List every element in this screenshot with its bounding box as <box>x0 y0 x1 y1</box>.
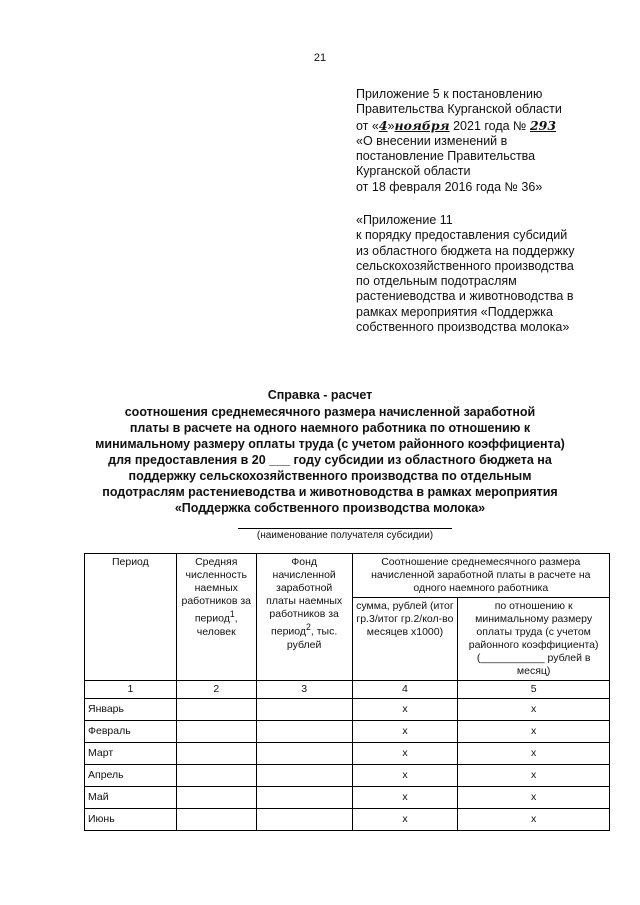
subtitle-line: платы в расчете на одного наемного работника по отношению к <box>129 421 531 435</box>
sum-cell: x <box>352 699 458 721</box>
workers-cell <box>176 809 256 831</box>
sum-cell: x <box>352 765 458 787</box>
header-period: Период <box>85 554 177 681</box>
recipient-name-line <box>238 528 452 529</box>
header-min-wage-ratio: по отношению к минимальному размеру оплаты труда (с учетом районного коэффициента) (___________ рублей в месяц) <box>458 598 610 681</box>
subtitle-line: соотношения среднемесячного размера начисленной заработной <box>124 405 536 419</box>
fund-cell <box>256 787 352 809</box>
appendix-line: «О внесении изменений в <box>356 133 508 148</box>
appendix11-line: к порядку предоставления субсидий <box>356 228 568 243</box>
table-row <box>85 699 610 721</box>
workers-cell <box>176 743 256 765</box>
subtitle-line: для предоставления в 20 ___ году субсидии из областного бюджета на <box>108 453 552 467</box>
date-year: 2021 года № <box>453 118 527 133</box>
ratio-cell: x <box>458 765 610 787</box>
appendix-line: от 18 февраля 2016 года № 36» <box>356 179 543 194</box>
fund-cell <box>256 743 352 765</box>
appendix11-line: сельскохозяйственного производства <box>356 258 574 273</box>
subtitle-line: минимальному размеру оплаты труда (с учетом районного коэффициента) <box>95 437 565 451</box>
sum-cell: x <box>352 721 458 743</box>
column-number: 3 <box>256 681 352 699</box>
table-row <box>85 743 610 765</box>
appendix11-line: растениеводства и животноводства в <box>356 289 574 304</box>
header-avg-workers-tail: , человек <box>196 612 238 638</box>
workers-cell <box>176 765 256 787</box>
appendix11-line: по отдельным подотраслям <box>356 274 517 289</box>
month-cell: Февраль <box>85 721 177 743</box>
month-cell: Январь <box>85 699 177 721</box>
table-row <box>85 721 610 743</box>
fund-cell <box>256 699 352 721</box>
appendix-header <box>356 87 626 195</box>
fund-cell <box>256 809 352 831</box>
ratio-cell: x <box>458 743 610 765</box>
recipient-caption: (наименование получателя субсидии) <box>256 530 434 541</box>
appendix11-line: из областного бюджета на поддержку <box>356 243 575 258</box>
column-number-row <box>85 681 610 699</box>
month-cell: Апрель <box>85 765 177 787</box>
handwritten-day: 4 <box>378 117 388 133</box>
header-avg-workers-text: Средняя численность наемных работников за период <box>181 556 251 625</box>
fund-cell <box>256 721 352 743</box>
month-cell: Май <box>85 787 177 809</box>
document-subtitle <box>60 404 600 516</box>
table-row <box>85 809 610 831</box>
table-row <box>85 765 610 787</box>
table-row <box>85 787 610 809</box>
header-sum: сумма, рублей (итог гр.3/итог гр.2/кол-во месяцев х1000) <box>352 598 458 681</box>
sum-cell: x <box>352 787 458 809</box>
workers-cell <box>176 787 256 809</box>
sum-cell: x <box>352 743 458 765</box>
workers-cell <box>176 721 256 743</box>
header-wage-fund-text: Фонд начисленной заработной платы наемных работников за период <box>266 556 343 638</box>
ratio-cell: x <box>458 787 610 809</box>
appendix11-line: «Приложение 11 <box>356 213 453 227</box>
appendix11-line: рамках мероприятия «Поддержка <box>356 304 553 319</box>
subtitle-line: подотраслям растениеводства и животноводства в рамках мероприятия <box>102 485 558 499</box>
appendix-line: Приложение 5 к постановлению <box>356 87 543 101</box>
handwritten-month: ноября <box>394 117 450 133</box>
column-number: 5 <box>458 681 610 699</box>
ratio-cell: x <box>458 699 610 721</box>
page-number: 21 <box>313 52 327 64</box>
handwritten-number: 293 <box>529 117 557 133</box>
calculation-table <box>84 553 610 831</box>
month-cell: Март <box>85 743 177 765</box>
sum-cell: x <box>352 809 458 831</box>
column-number: 2 <box>176 681 256 699</box>
ratio-cell: x <box>458 809 610 831</box>
column-number: 1 <box>85 681 177 699</box>
header-wage-fund-tail: , тыс. рублей <box>286 625 338 651</box>
header-wage-fund <box>256 554 352 681</box>
date-mid: » <box>387 118 395 133</box>
appendix-line: Правительства Курганской области <box>356 102 562 117</box>
appendix-line: постановление Правительства <box>356 149 536 164</box>
workers-cell <box>176 699 256 721</box>
footnote-2: 2 <box>306 622 311 632</box>
appendix-line: Курганской области <box>356 164 471 179</box>
subtitle-line: поддержку сельскохозяйственного производства по отдельным <box>128 469 532 483</box>
table-header-row <box>85 554 610 598</box>
document-title: Справка - расчет <box>267 388 373 402</box>
footnote-1: 1 <box>229 609 235 619</box>
ratio-cell: x <box>458 721 610 743</box>
fund-cell <box>256 765 352 787</box>
header-ratio: Соотношение среднемесячного размера начисленной заработной платы в расчете на одного наемного работника <box>352 554 609 598</box>
date-prefix: от « <box>356 118 379 133</box>
header-avg-workers <box>176 554 256 681</box>
month-cell: Июнь <box>85 809 177 831</box>
subtitle-line: «Поддержка собственного производства молока» <box>174 501 486 515</box>
appendix-date-line <box>356 118 626 134</box>
appendix-11-header <box>356 213 626 335</box>
column-number: 4 <box>352 681 458 699</box>
appendix11-line: собственного производства молока» <box>356 320 570 335</box>
